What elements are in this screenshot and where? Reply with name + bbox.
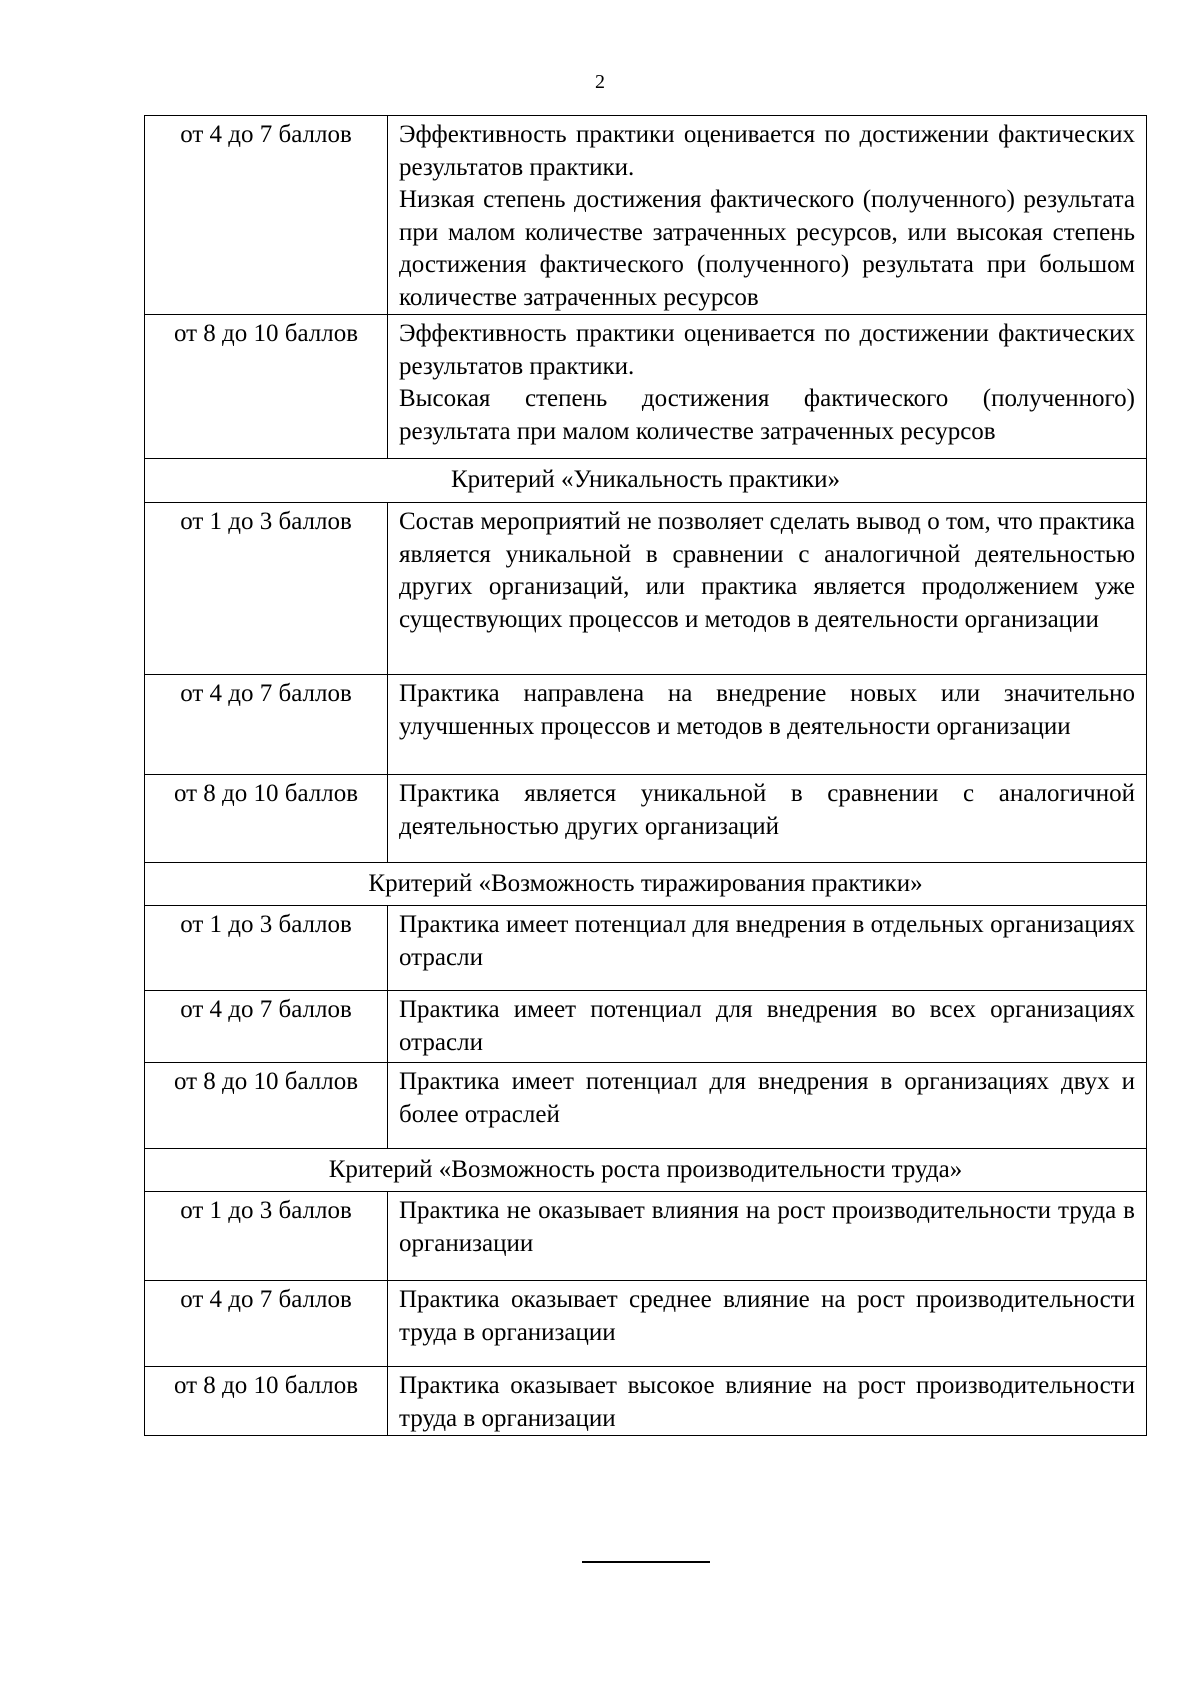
page-number: 2	[595, 71, 605, 93]
description-cell	[388, 116, 1147, 315]
description-cell: Практика оказывает среднее влияние на рост производительности труда в организации	[388, 1281, 1147, 1367]
table-row	[145, 906, 1147, 991]
description-cell: Состав мероприятий не позволяет сделать вывод о том, что практика является уникальной в сравнении с аналогичной деятельностью других организаций, или практика является продолжением уже существующих процессов и методов в деятельности организации	[388, 503, 1147, 675]
description-cell: Практика является уникальной в сравнении с аналогичной деятельностью других организаций	[388, 775, 1147, 863]
score-range-cell: от 8 до 10 баллов	[145, 1367, 388, 1436]
score-range-cell: от 4 до 7 баллов	[145, 1281, 388, 1367]
description-paragraph: Низкая степень достижения фактического (полученного) результата при малом количестве затраченных ресурсов, или высокая степень достижения фактического (полученного) результата при большом количестве затраченных ресурсов	[399, 186, 1135, 311]
score-range-cell: от 4 до 7 баллов	[145, 991, 388, 1063]
table-row	[145, 1063, 1147, 1149]
description-cell: Практика имеет потенциал для внедрения в отдельных организациях отрасли	[388, 906, 1147, 991]
table-row	[145, 315, 1147, 459]
table-row	[145, 1367, 1147, 1436]
criterion-header-row	[145, 459, 1147, 503]
score-range-cell: от 4 до 7 баллов	[145, 116, 388, 315]
table-row	[145, 1192, 1147, 1281]
criterion-header: Критерий «Возможность роста производительности труда»	[145, 1149, 1147, 1192]
description-paragraph: Высокая степень достижения фактического (полученного) результата при малом количестве затраченных ресурсов	[399, 385, 1135, 445]
table-row	[145, 675, 1147, 775]
description-cell: Практика имеет потенциал для внедрения в организациях двух и более отраслей	[388, 1063, 1147, 1149]
table-row	[145, 503, 1147, 675]
score-range-cell: от 1 до 3 баллов	[145, 503, 388, 675]
description-cell: Практика не оказывает влияния на рост производительности труда в организации	[388, 1192, 1147, 1281]
description-cell: Практика оказывает высокое влияние на рост производительности труда в организации	[388, 1367, 1147, 1436]
description-cell	[388, 315, 1147, 459]
score-range-cell: от 1 до 3 баллов	[145, 1192, 388, 1281]
criterion-header: Критерий «Возможность тиражирования практики»	[145, 863, 1147, 906]
criterion-header: Критерий «Уникальность практики»	[145, 459, 1147, 503]
description-paragraph: Эффективность практики оценивается по достижении фактических результатов практики.	[399, 320, 1135, 380]
score-range-cell: от 4 до 7 баллов	[145, 675, 388, 775]
score-range-cell: от 8 до 10 баллов	[145, 775, 388, 863]
score-range-cell: от 8 до 10 баллов	[145, 315, 388, 459]
description-paragraph: Эффективность практики оценивается по достижении фактических результатов практики.	[399, 121, 1135, 181]
table-row	[145, 116, 1147, 315]
end-of-document-rule	[582, 1561, 710, 1563]
table-row	[145, 1281, 1147, 1367]
criterion-header-row	[145, 863, 1147, 906]
criterion-header-row	[145, 1149, 1147, 1192]
table-row	[145, 775, 1147, 863]
score-range-cell: от 1 до 3 баллов	[145, 906, 388, 991]
criteria-table	[144, 115, 1147, 1436]
description-cell: Практика направлена на внедрение новых или значительно улучшенных процессов и методов в деятельности организации	[388, 675, 1147, 775]
score-range-cell: от 8 до 10 баллов	[145, 1063, 388, 1149]
table-row	[145, 991, 1147, 1063]
description-cell: Практика имеет потенциал для внедрения во всех организациях отрасли	[388, 991, 1147, 1063]
